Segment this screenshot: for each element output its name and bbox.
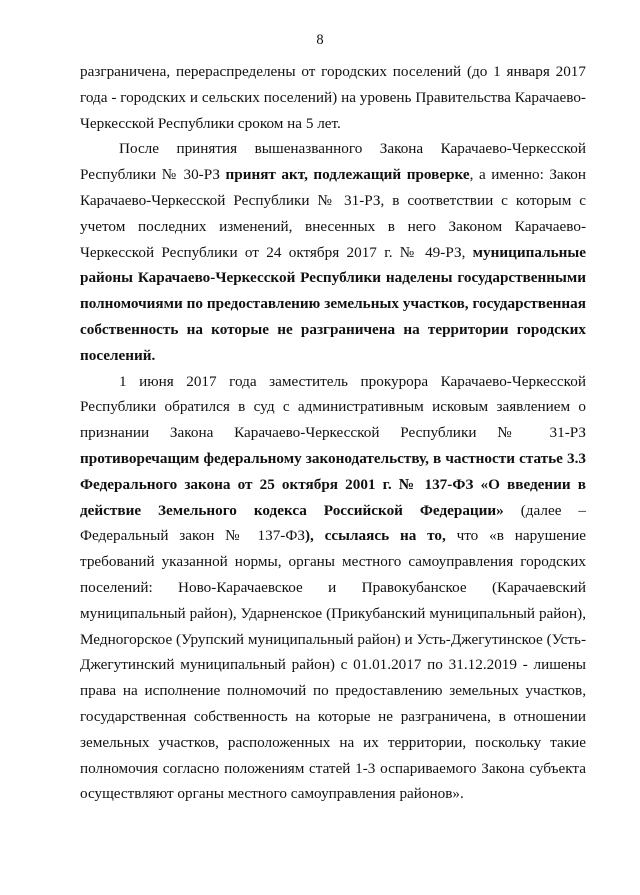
paragraph (80, 59, 586, 136)
text-run: (далее – Федеральный закон № 137-ФЗ (80, 501, 586, 545)
text-run: что «в нарушение требований указанной нормы, органы местного самоуправления городских поселений: Ново-Карачаевское и Правокубанское (Карачаевский муниципальный район), Ударненское (Прикубанский муниципальный район), Медногорское (Урупский муниципальный район) и Усть-Джегутинское (Усть-Джегутинский муниципальный район) с 01.01.2017 по 31.12.2019 - лишены права на исполнение полномочий по предоставлению земельных участков, государственная собственность на которые не разграничена, в отношении земельных участков, расположенных на их территории, поскольку такие полномочия согласно положениям статей 1-3 оспариваемого Закона субъекта осуществляют органы местного самоуправления районов». (80, 527, 586, 803)
bold-text-run: ), ссылаясь на то, (304, 527, 446, 545)
page-number: 8 (316, 32, 324, 48)
bold-text-run: муниципальные районы Карачаево-Черкесской Республики наделены государственными полномочиями по предоставлению земельных участков, государственная собственность на которые не разграничена на территории городских поселений. (80, 243, 586, 364)
text-run: После принятия вышеназванного Закона Карачаево-Черкесской Республики № 30-РЗ (80, 140, 586, 184)
document-body (80, 59, 586, 807)
paragraph (80, 136, 586, 368)
text-run: , а именно: Закон Карачаево-Черкесской Республики № 31-РЗ, в соответствии с которым с учетом последних изменений, внесенных в него Законом Карачаево-Черкесской Республики от 24 октября 2017 г. № 49-РЗ, (80, 166, 587, 261)
text-run: разграничена, перераспределены от городских поселений (до 1 января 2017 года - городских и сельских поселений) на уровень Правительства Карачаево-Черкесской Республики сроком на 5 лет. (80, 63, 586, 132)
paragraph (80, 369, 586, 808)
text-run: 1 июня 2017 года заместитель прокурора Карачаево-Черкесской Республики обратился в суд с административным исковым заявлением о признании Закона Карачаево-Черкесской Республики № 31-РЗ (80, 372, 586, 442)
bold-text-run: противоречащим федеральному законодательству, в частности статье 3.3 Федерального закона от 25 октября 2001 г. № 137-ФЗ «О введении в действие Земельного кодекса Российской Федерации» (80, 449, 586, 519)
bold-text-run: принят акт, подлежащий проверке (225, 166, 470, 184)
